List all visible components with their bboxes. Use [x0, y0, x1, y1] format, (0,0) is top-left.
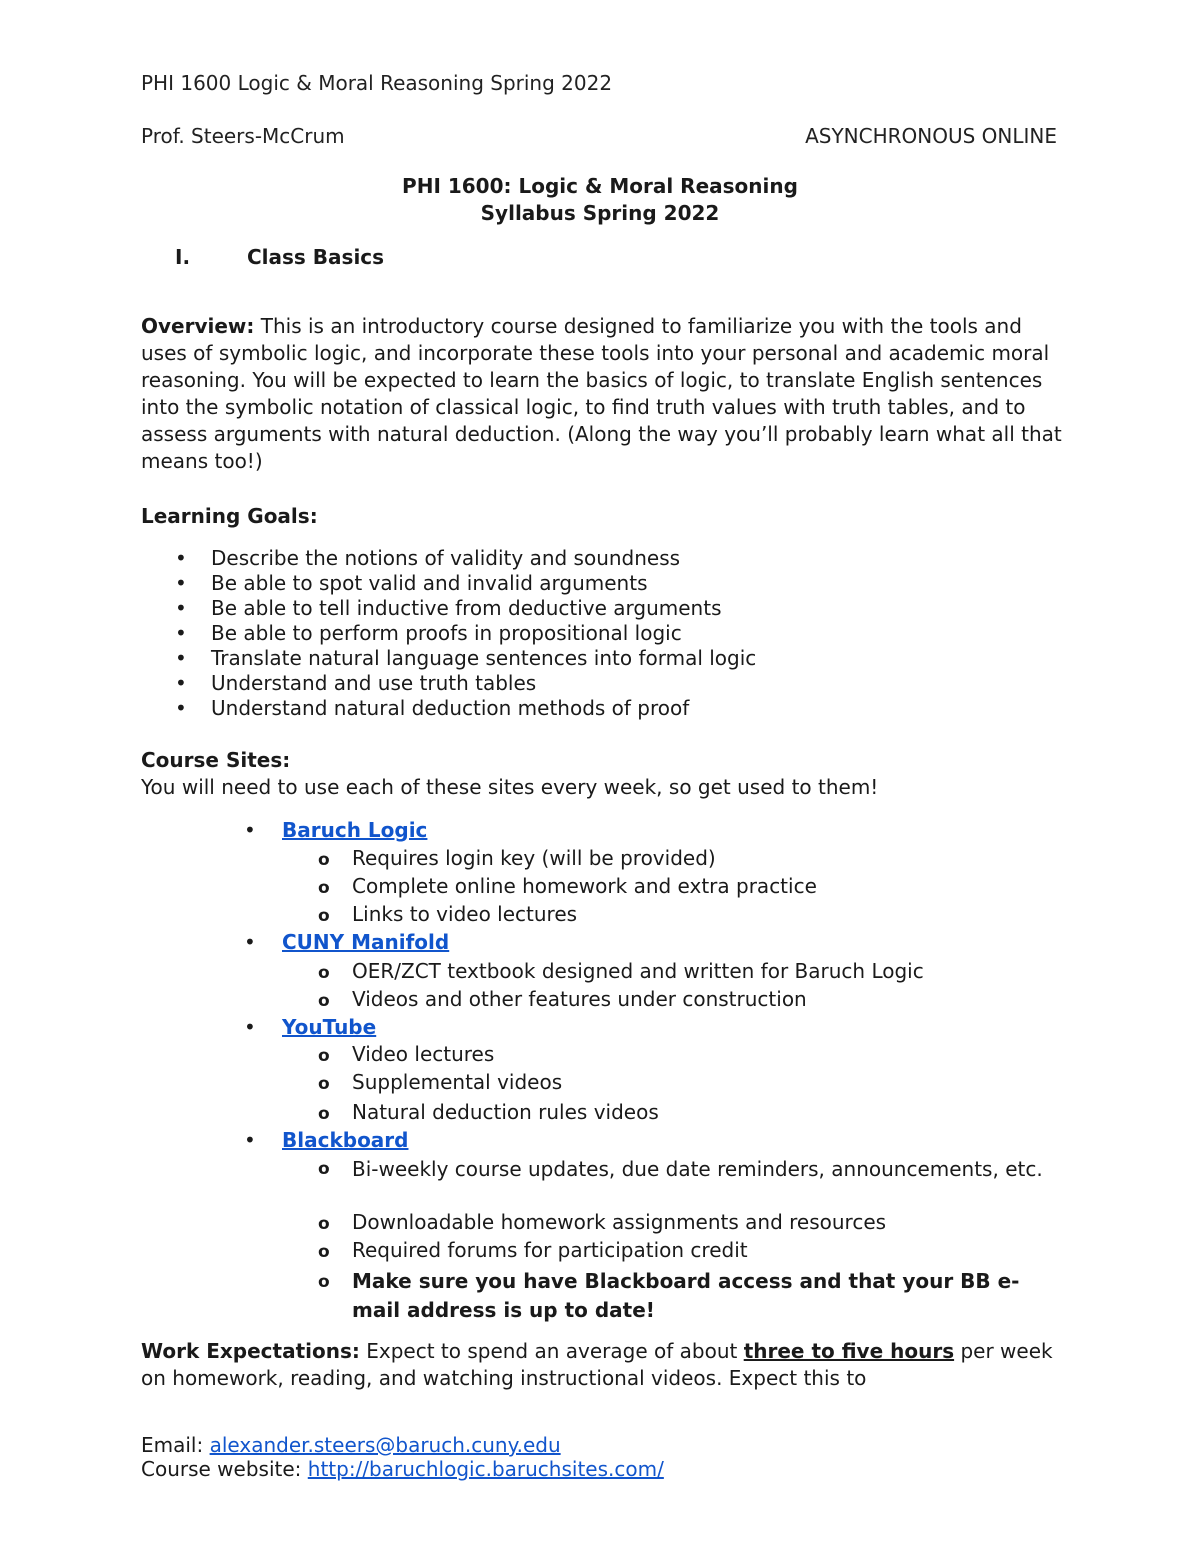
circle-bullet-icon: o [318, 850, 330, 870]
work-expectations-text: Expect to spend an average of about [359, 1339, 744, 1363]
bullet-icon: • [175, 571, 187, 595]
overview-label: Overview: [141, 314, 255, 338]
professor-name: Prof. Steers-McCrum [141, 124, 345, 148]
bullet-icon: • [175, 546, 187, 570]
circle-bullet-icon: o [318, 1242, 330, 1262]
learning-goal-item: Translate natural language sentences into formal logic [211, 646, 757, 670]
circle-bullet-icon: o [318, 1214, 330, 1234]
site-detail: Requires login key (will be provided) [352, 846, 716, 870]
site-detail: OER/ZCT textbook designed and written for Baruch Logic [352, 959, 924, 983]
blackboard-access-note: Make sure you have Blackboard access and that your BB e-mail address is up to date! [352, 1269, 1020, 1322]
learning-goal-item: Understand and use truth tables [211, 671, 537, 695]
learning-goals-heading: Learning Goals: [141, 504, 318, 528]
work-expectations-label: Work Expectations: [141, 1339, 360, 1363]
bullet-icon: • [244, 818, 256, 842]
bullet-icon: • [175, 596, 187, 620]
site-detail: Videos and other features under construction [352, 987, 807, 1011]
site-detail: Supplemental videos [352, 1070, 563, 1094]
site-detail: Natural deduction rules videos [352, 1100, 659, 1124]
course-header: PHI 1600 Logic & Moral Reasoning Spring 2022 [141, 71, 613, 95]
site-detail: Links to video lectures [352, 902, 578, 926]
circle-bullet-icon: o [318, 906, 330, 926]
site-detail: Video lectures [352, 1042, 495, 1066]
document-subtitle: Syllabus Spring 2022 [480, 201, 720, 225]
overview-text: This is an introductory course designed to familiarize you with the tools and uses of symbolic logic, and incorporate these tools into your personal and academic moral reasoning. You will be expected to learn the basics of logic, to translate English sentences into the symbolic notation of classical logic, to find truth values with truth tables, and to assess arguments with natural deduction. (Along the way you’ll probably learn what all that means too!) [141, 314, 1062, 473]
site-detail: Bi-weekly course updates, due date reminders, announcements, etc. [352, 1157, 1043, 1181]
work-hours-emphasis: three to five hours [743, 1339, 955, 1363]
course-sites-heading: Course Sites: [141, 748, 291, 772]
circle-bullet-icon: o [318, 1272, 330, 1292]
circle-bullet-icon: o [318, 1074, 330, 1094]
learning-goal-item: Be able to spot valid and invalid arguments [211, 571, 648, 595]
site-detail: Complete online homework and extra practice [352, 874, 817, 898]
circle-bullet-icon: o [318, 991, 330, 1011]
circle-bullet-icon: o [318, 878, 330, 898]
site-link-cuny-manifold[interactable]: CUNY Manifold [282, 930, 450, 954]
course-format: ASYNCHRONOUS ONLINE [805, 124, 1057, 148]
circle-bullet-icon: o [318, 963, 330, 983]
bullet-icon: • [244, 1015, 256, 1039]
footer-email-line [141, 1433, 561, 1457]
email-label: Email: [141, 1433, 210, 1457]
section-number: I. [175, 245, 191, 269]
circle-bullet-icon: o [318, 1159, 330, 1179]
course-sites-intro: You will need to use each of these sites every week, so get used to them! [141, 775, 879, 799]
bullet-icon: • [244, 930, 256, 954]
bullet-icon: • [175, 671, 187, 695]
site-detail: Downloadable homework assignments and resources [352, 1210, 887, 1234]
work-expectations-paragraph [141, 1338, 1071, 1392]
circle-bullet-icon: o [318, 1046, 330, 1066]
site-link-baruch-logic[interactable]: Baruch Logic [282, 818, 428, 842]
website-link[interactable]: http://baruchlogic.baruchsites.com/ [307, 1457, 664, 1481]
section-heading: Class Basics [247, 245, 385, 269]
site-link-blackboard[interactable]: Blackboard [282, 1128, 409, 1152]
bullet-icon: • [175, 621, 187, 645]
circle-bullet-icon: o [318, 1104, 330, 1124]
bullet-icon: • [175, 696, 187, 720]
bullet-icon: • [175, 646, 187, 670]
site-detail: Required forums for participation credit [352, 1238, 748, 1262]
footer-website-line [141, 1457, 664, 1481]
bullet-icon: • [244, 1128, 256, 1152]
email-link[interactable]: alexander.steers@baruch.cuny.edu [209, 1433, 561, 1457]
website-label: Course website: [141, 1457, 308, 1481]
overview-paragraph [141, 313, 1071, 475]
learning-goal-item: Be able to tell inductive from deductive arguments [211, 596, 722, 620]
document-title: PHI 1600: Logic & Moral Reasoning [402, 174, 798, 198]
site-link-youtube[interactable]: YouTube [282, 1015, 377, 1039]
work-expectations-text-cont: per week on homework, reading, and watching instructional videos. Expect this to [141, 1339, 1053, 1390]
learning-goal-item: Be able to perform proofs in propositional logic [211, 621, 682, 645]
learning-goal-item: Understand natural deduction methods of proof [211, 696, 690, 720]
learning-goal-item: Describe the notions of validity and soundness [211, 546, 681, 570]
